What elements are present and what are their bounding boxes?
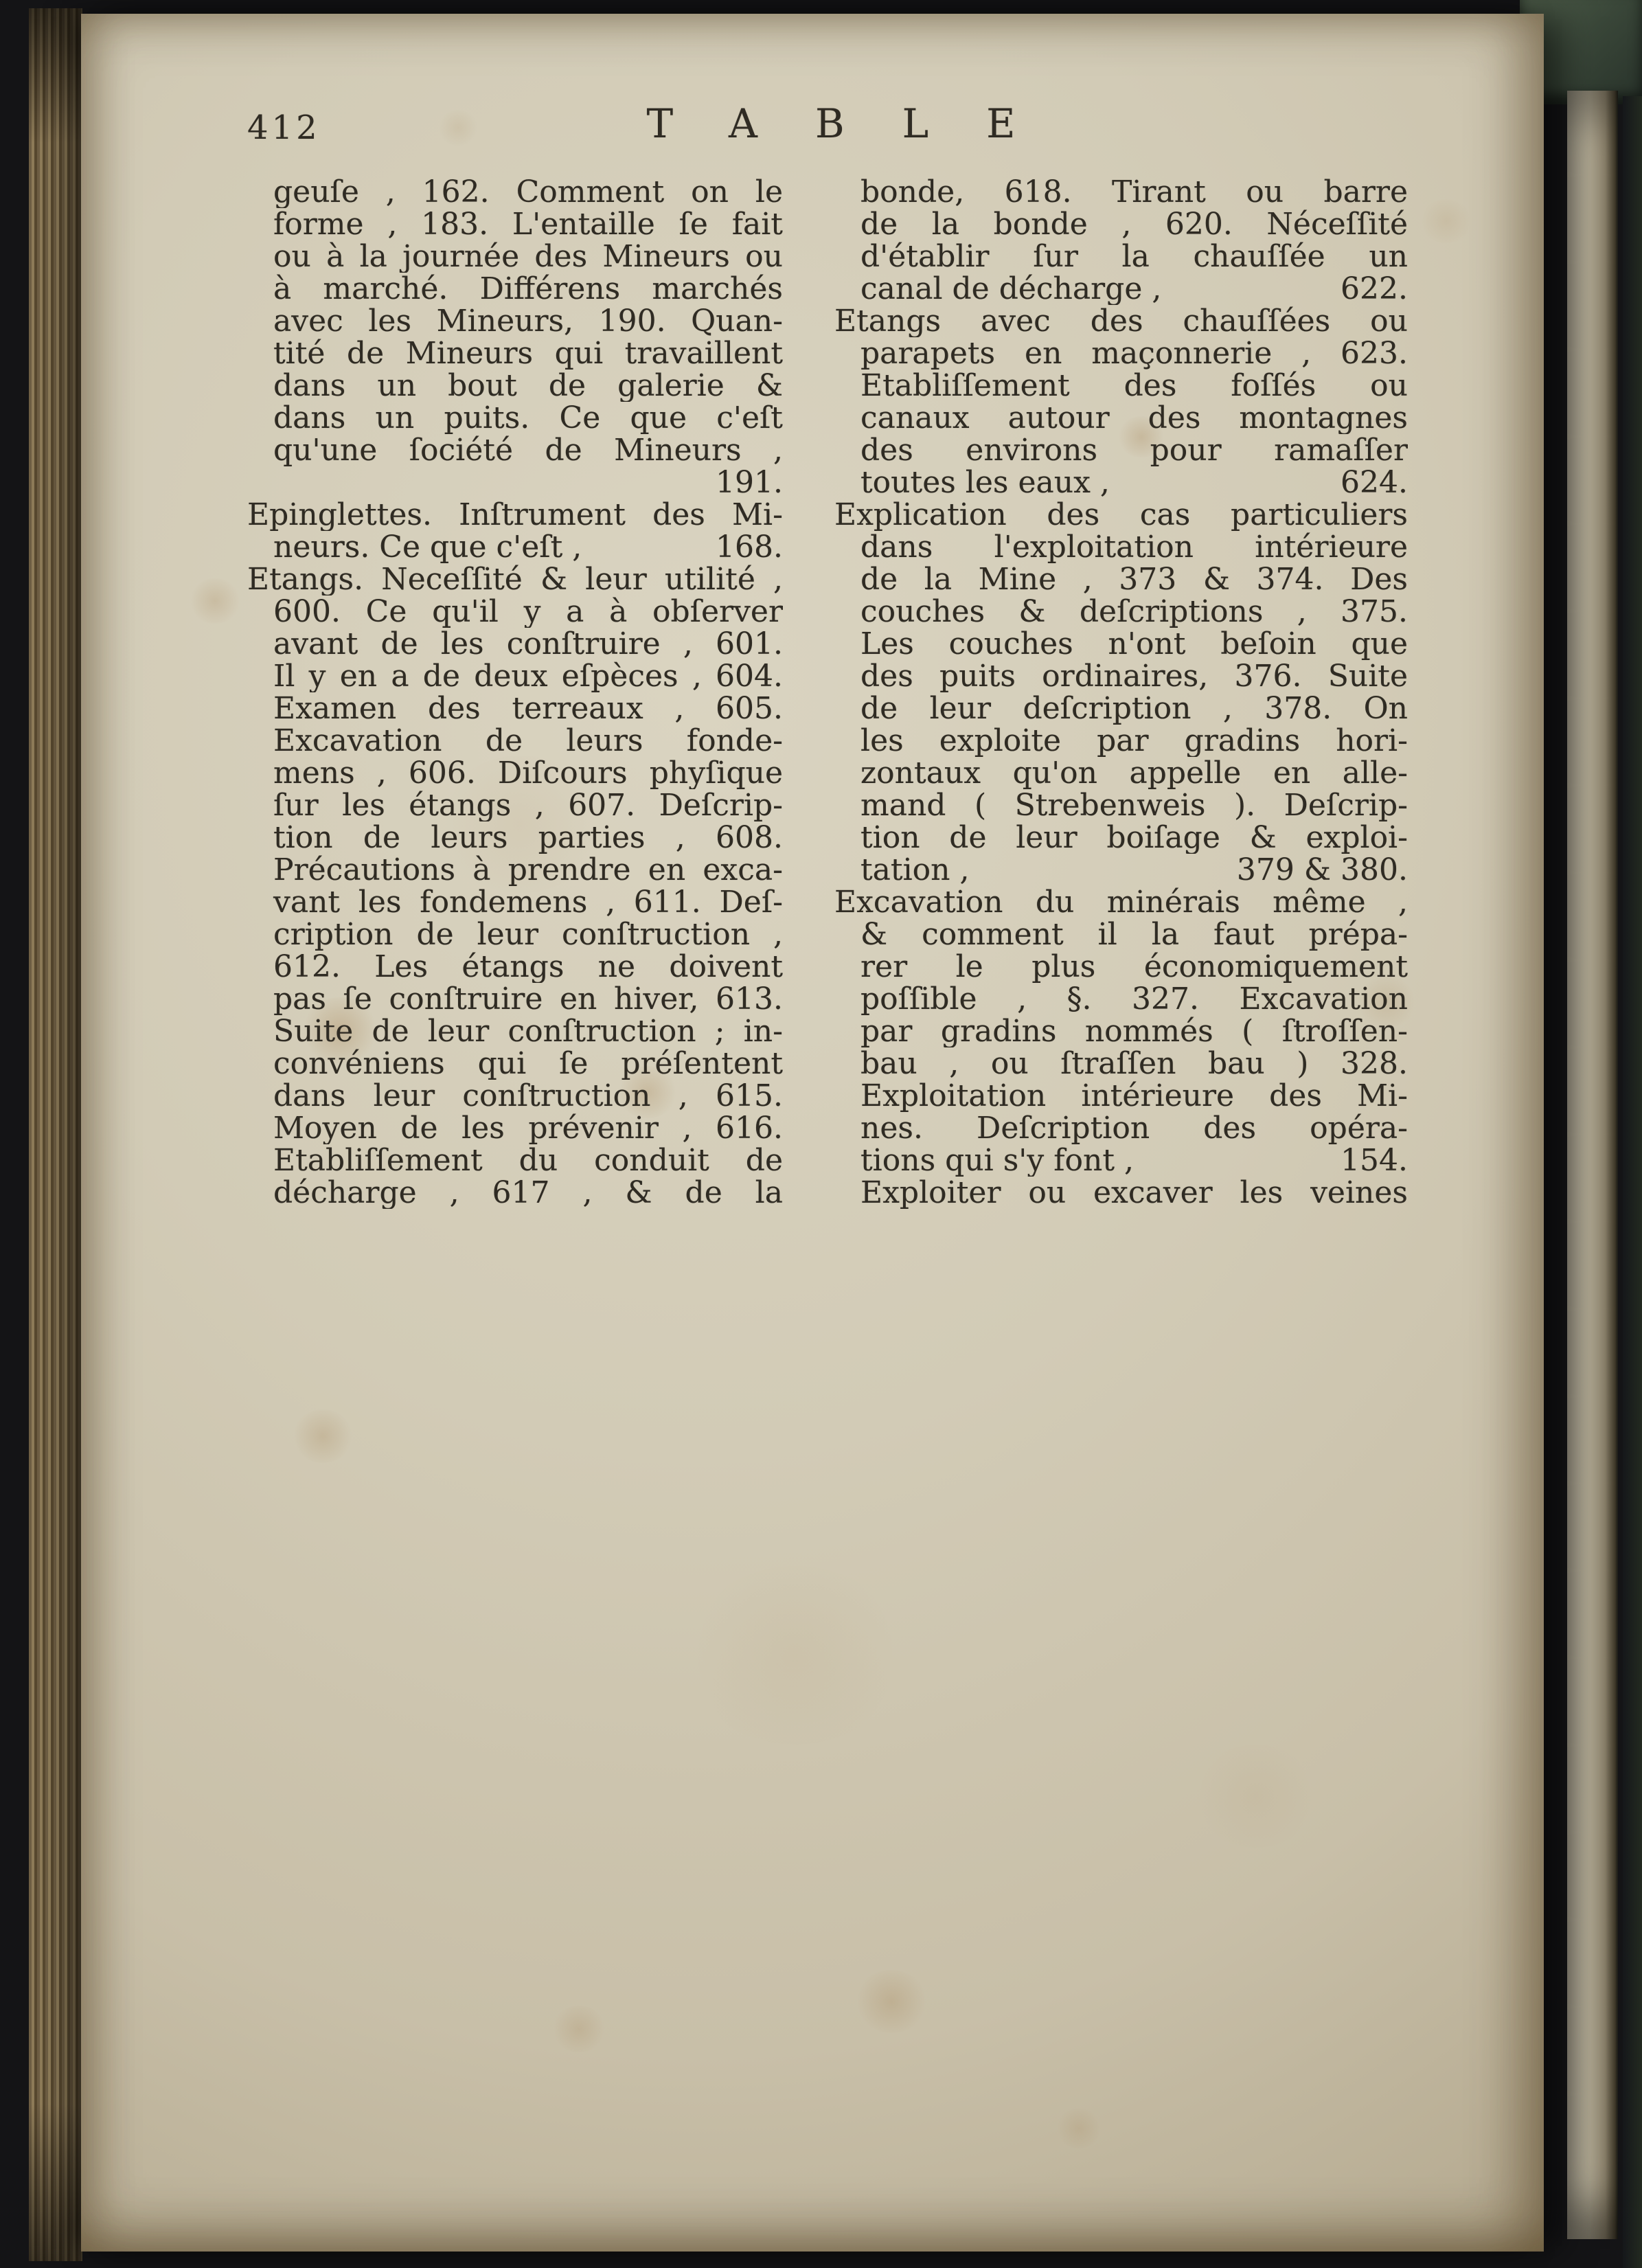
stain	[293, 1409, 353, 1463]
entry-text: tions qui s'y font ,	[860, 1144, 1134, 1177]
index-line: tité de Mineurs qui travaillent	[273, 337, 783, 370]
entry-text: canal de décharge ,	[860, 273, 1162, 305]
index-entry	[834, 886, 1408, 1209]
page-reference: 154.	[1341, 1144, 1408, 1177]
index-line: Excavation du minérais même ,	[834, 886, 1408, 918]
index-line: Excavation de leurs fonde-	[273, 725, 783, 757]
index-line: Il y en a de deux eſpèces , 604.	[273, 660, 783, 692]
index-line: de leur deſcription , 378. On	[860, 692, 1408, 725]
index-line: des environs pour ramaſſer	[860, 434, 1408, 466]
index-line: poſſible , §. 327. Excavation	[860, 983, 1408, 1015]
index-line: couches & deſcriptions , 375.	[860, 596, 1408, 628]
index-line: ſur les étangs , 607. Deſcrip-	[273, 789, 783, 821]
index-line: Exploiter ou excaver les veines	[860, 1177, 1408, 1209]
index-line: Les couches n'ont beſoin que	[860, 628, 1408, 660]
index-line: par gradins nommés ( ſtroſſen-	[860, 1015, 1408, 1047]
index-line: qu'une ſociété de Mineurs ,	[273, 434, 783, 466]
index-line: Précautions à prendre en exca-	[273, 854, 783, 886]
index-line: à marché. Différens marchés	[273, 273, 783, 305]
index-column-left	[247, 176, 783, 1209]
index-line: parapets en maçonnerie , 623.	[860, 337, 1408, 370]
index-line: Exploitation intérieure des Mi-	[860, 1080, 1408, 1112]
index-line: Moyen de les prévenir , 616.	[273, 1112, 783, 1144]
index-entry	[247, 499, 783, 563]
index-line: & comment il la faut prépa-	[860, 918, 1408, 951]
index-line: Explication des cas particuliers	[834, 499, 1408, 531]
stain	[190, 578, 240, 624]
stain	[552, 2006, 606, 2052]
page-header	[247, 100, 1415, 158]
index-line: bonde, 618. Tirant ou barre	[860, 176, 1408, 208]
index-line: forme , 183. L'entaille ſe fait	[273, 208, 783, 240]
index-line: rer le plus économiquement	[860, 951, 1408, 983]
index-line	[834, 466, 1408, 499]
book-page	[81, 14, 1544, 2252]
index-line	[247, 466, 783, 499]
stain	[856, 1970, 927, 2033]
index-line: tion de leurs parties , 608.	[273, 821, 783, 854]
stain	[685, 1566, 905, 1745]
index-line: Suite de leur conſtruction ; in-	[273, 1015, 783, 1047]
stain	[1420, 199, 1472, 243]
index-line: cription de leur conſtruction ,	[273, 918, 783, 951]
index-line: Etabliſſement des foſſés ou	[860, 370, 1408, 402]
index-line: 600. Ce qu'il y a à obſerver	[273, 596, 783, 628]
index-page-text	[247, 100, 1415, 1209]
stain	[1194, 1745, 1317, 1848]
index-line: geuſe , 162. Comment on le	[273, 176, 783, 208]
book-cover-edge	[1623, 96, 1642, 2268]
index-line: dans l'exploitation intérieure	[860, 531, 1408, 563]
index-line: des puits ordinaires, 376. Suite	[860, 660, 1408, 692]
index-line	[834, 1144, 1408, 1177]
index-line: ou à la journée des Mineurs ou	[273, 240, 783, 273]
page-reference: 191.	[716, 466, 783, 499]
index-line: tion de leur boiſage & exploi-	[860, 821, 1408, 854]
entry-text: toutes les eaux ,	[860, 466, 1110, 499]
page-reference: 379 & 380.	[1236, 854, 1408, 886]
index-columns	[247, 176, 1415, 1209]
index-line: avec les Mineurs, 190. Quan-	[273, 305, 783, 337]
index-line: bau , ou ſtraſſen bau ) 328.	[860, 1047, 1408, 1080]
index-line: dans leur conſtruction , 615.	[273, 1080, 783, 1112]
page-number: 412	[247, 109, 321, 147]
index-line	[834, 273, 1408, 305]
index-line: mand ( Strebenweis ). Deſcrip-	[860, 789, 1408, 821]
index-line: de la Mine , 373 & 374. Des	[860, 563, 1408, 596]
index-line: 612. Les étangs ne doivent	[273, 951, 783, 983]
index-entry	[247, 176, 783, 499]
index-line: dans un puits. Ce que c'eſt	[273, 402, 783, 434]
facing-page-edge	[1567, 91, 1618, 2239]
page-reference: 168.	[716, 531, 783, 563]
index-line: nes. Deſcription des opéra-	[860, 1112, 1408, 1144]
index-line	[247, 531, 783, 563]
index-line: les exploite par gradins hori-	[860, 725, 1408, 757]
index-line: zontaux qu'on appelle en alle-	[860, 757, 1408, 789]
index-line: d'établir ſur la chauſſée un	[860, 240, 1408, 273]
index-line: Examen des terreaux , 605.	[273, 692, 783, 725]
stain	[1056, 2109, 1102, 2148]
index-line: vant les fondemens , 611. Deſ-	[273, 886, 783, 918]
index-line: convéniens qui ſe préſentent	[273, 1047, 783, 1080]
index-line: pas ſe conſtruire en hiver, 613.	[273, 983, 783, 1015]
index-line	[834, 854, 1408, 886]
entry-text: neurs. Ce que c'eſt ,	[273, 531, 582, 563]
left-page-stack-edge	[29, 8, 82, 2261]
page-reference: 622.	[1341, 273, 1408, 305]
index-line: Etabliſſement du conduit de	[273, 1144, 783, 1177]
page-reference: 624.	[1341, 466, 1408, 499]
index-line: Etangs. Neceſſité & leur utilité ,	[247, 563, 783, 596]
index-line: avant de les conſtruire , 601.	[273, 628, 783, 660]
index-line: dans un bout de galerie &	[273, 370, 783, 402]
entry-text: tation ,	[860, 854, 970, 886]
index-line: mens , 606. Diſcours phyſique	[273, 757, 783, 789]
index-entry	[834, 305, 1408, 499]
index-entry	[247, 563, 783, 1209]
index-line: canaux autour des montagnes	[860, 402, 1408, 434]
index-line: Epinglettes. Inſtrument des Mi-	[247, 499, 783, 531]
index-column-right	[834, 176, 1408, 1209]
index-entry	[834, 176, 1408, 305]
index-entry	[834, 499, 1408, 886]
index-line: décharge , 617 , & de la	[273, 1177, 783, 1209]
index-line: Etangs avec des chauſſées ou	[834, 305, 1408, 337]
index-line: de la bonde , 620. Néceſſité	[860, 208, 1408, 240]
running-title: TABLE	[646, 100, 1073, 147]
